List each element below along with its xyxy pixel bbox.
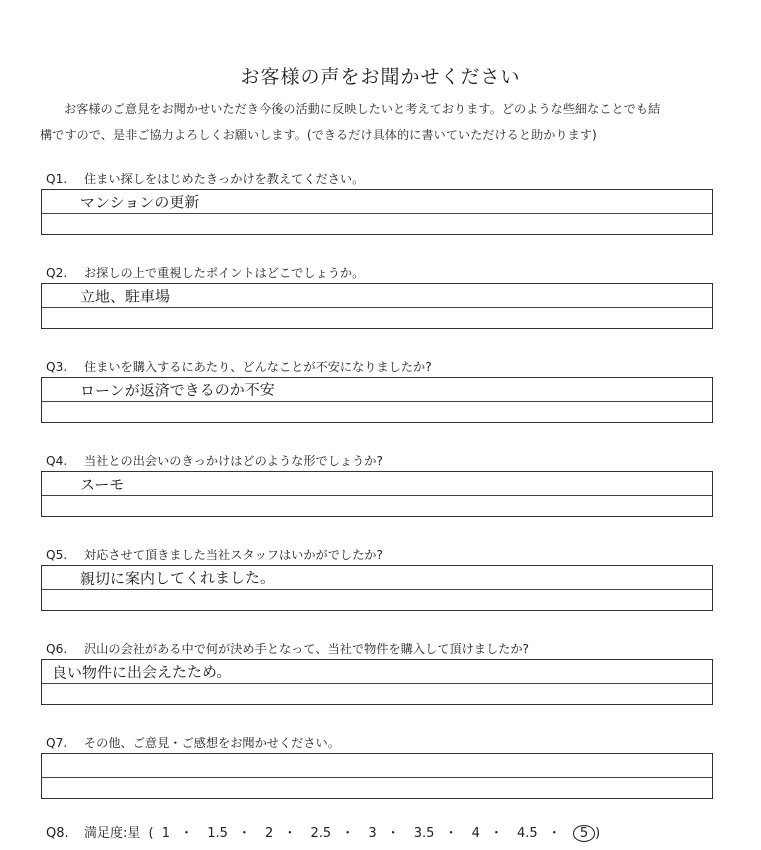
- question-text: 沢山の会社がある中で何が決め手となって、当社で物件を購入して頂けましたか?: [84, 642, 529, 656]
- question-6-label: [46, 640, 529, 657]
- rating-options: [149, 822, 601, 842]
- question-1-label: [46, 170, 364, 187]
- question-text: 住まいを購入するにあたり、どんなことが不安になりましたか?: [84, 360, 432, 374]
- rating-option[interactable]: 1: [161, 826, 171, 841]
- answer-box-q6[interactable]: [41, 659, 713, 705]
- rating-option[interactable]: 4: [471, 826, 480, 841]
- answer-box-q4[interactable]: [41, 471, 713, 517]
- answer-box-q5[interactable]: [41, 565, 713, 611]
- question-number: Q4.: [46, 454, 68, 468]
- question-number: Q5.: [46, 548, 68, 562]
- ruled-line: [42, 213, 712, 214]
- handwritten-answer: マンションの更新: [79, 193, 200, 212]
- handwritten-answer: 立地、駐車場: [79, 287, 171, 306]
- question-number: Q6.: [46, 642, 68, 656]
- rating-option[interactable]: 2.5: [310, 826, 332, 841]
- question-number: Q7.: [46, 736, 68, 750]
- question-number: Q8.: [46, 826, 69, 841]
- question-3-label: [46, 358, 432, 375]
- rating-separator: ・: [283, 826, 297, 841]
- rating-separator: ・: [237, 826, 251, 841]
- rating-open-paren: (: [148, 826, 154, 841]
- question-8-rating: [46, 822, 600, 842]
- answer-box-q2[interactable]: [41, 283, 713, 329]
- rating-separator: ・: [489, 826, 503, 841]
- question-number: Q3.: [46, 360, 68, 374]
- ruled-line: [42, 683, 712, 684]
- rating-separator: ・: [386, 826, 400, 841]
- ruled-line: [42, 589, 712, 590]
- handwritten-answer: スーモ: [79, 475, 125, 494]
- rating-option[interactable]: 2: [265, 826, 274, 841]
- question-text: 住まい探しをはじめたきっかけを教えてください。: [84, 172, 365, 186]
- form-title: お客様の声をお聞かせください: [240, 66, 521, 88]
- answer-box-q1[interactable]: [41, 189, 713, 235]
- question-number: Q1.: [46, 172, 68, 186]
- rating-option[interactable]: 1.5: [207, 826, 228, 841]
- rating-option[interactable]: 3: [368, 826, 377, 841]
- intro-line-1: お客様のご意見をお聞かせいただき今後の活動に反映したいと考えております。どのような些細なことでも結: [64, 102, 661, 116]
- rating-separator: ・: [547, 826, 561, 841]
- ruled-line: [42, 307, 712, 308]
- ruled-line: [42, 401, 712, 402]
- handwritten-answer: 親切に案内してくれました。: [79, 568, 276, 588]
- intro-line-2: 構ですので、是非ご協力よろしくお願いします。(できるだけ具体的に書いていただけると助かります): [40, 128, 597, 142]
- question-5-label: [46, 546, 383, 563]
- handwritten-answer: ローンが返済できるのか不安: [79, 380, 275, 400]
- rating-option-selected[interactable]: 5: [573, 825, 595, 842]
- form-intro: [40, 96, 730, 148]
- answer-box-q3[interactable]: [41, 377, 713, 423]
- question-text: お探しの上で重視したポイントはどこでしょうか。: [84, 266, 365, 280]
- rating-separator: ・: [444, 826, 458, 841]
- question-7-label: [46, 734, 340, 751]
- ruled-line: [42, 495, 712, 496]
- question-text: 当社との出会いのきっかけはどのような形でしょうか?: [84, 454, 383, 468]
- rating-label: 満足度:星: [84, 826, 141, 841]
- rating-option[interactable]: 3.5: [413, 826, 435, 841]
- rating-close-paren: ): [595, 826, 601, 841]
- rating-separator: ・: [180, 826, 194, 841]
- question-2-label: [46, 264, 364, 281]
- question-number: Q2.: [46, 266, 68, 280]
- question-4-label: [46, 452, 383, 469]
- rating-option[interactable]: 4.5: [517, 826, 538, 841]
- ruled-line: [42, 777, 712, 778]
- question-text: 対応させて頂きました当社スタッフはいかがでしたか?: [84, 548, 383, 562]
- rating-separator: ・: [341, 826, 355, 841]
- answer-box-q7[interactable]: [41, 753, 713, 799]
- question-text: その他、ご意見・ご感想をお聞かせください。: [84, 736, 340, 750]
- handwritten-answer: 良い物件に出会えたため。: [51, 662, 232, 682]
